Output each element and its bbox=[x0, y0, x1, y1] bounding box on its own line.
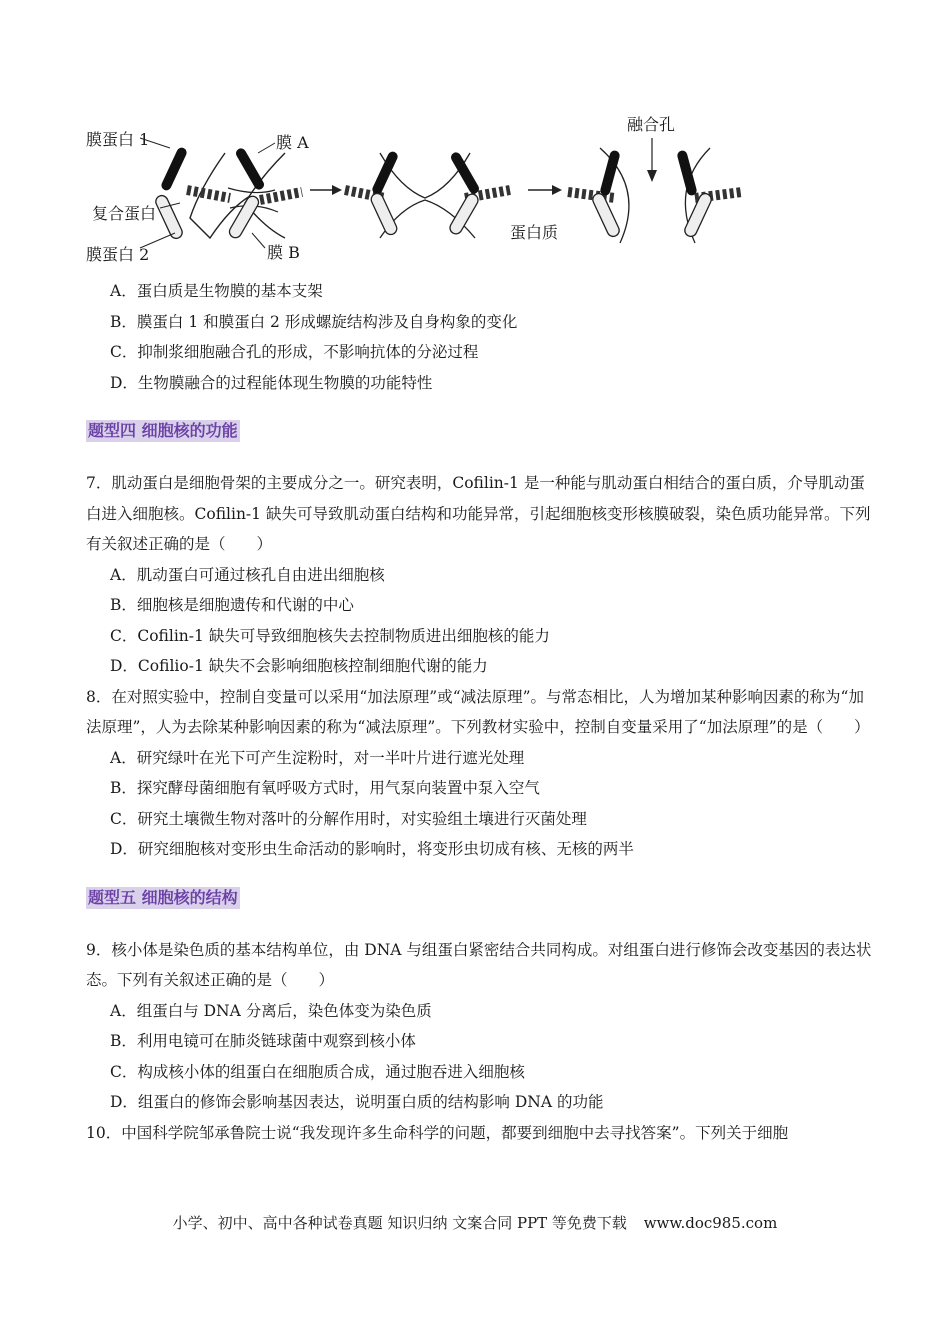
q10-stem: 10．中国科学院邹承鲁院士说“我发现许多生命科学的问题，都要到细胞中去寻找答案”。下列关于细胞 bbox=[86, 1123, 789, 1142]
label-protein: 蛋白质 bbox=[510, 223, 559, 242]
section-heading-5: 题型五 细胞核的结构 bbox=[88, 887, 238, 907]
label-fusion-pore: 融合孔 bbox=[627, 115, 676, 134]
q6-option-d: D．生物膜融合的过程能体现生物膜的功能特性 bbox=[110, 373, 433, 392]
q9-option-b: B．利用电镜可在肺炎链球菌中观察到核小体 bbox=[110, 1032, 416, 1050]
q7-option-c: C．Cofilin-1 缺失可导致细胞核失去控制物质进出细胞核的能力 bbox=[110, 626, 550, 645]
label-membrane-a: 膜 A bbox=[276, 133, 309, 152]
q7-option-b: B．细胞核是细胞遗传和代谢的中心 bbox=[110, 596, 354, 614]
stage-3 bbox=[568, 138, 742, 243]
membrane-fusion-diagram bbox=[80, 108, 760, 273]
q7-option-a: A．肌动蛋白可通过核孔自由进出细胞核 bbox=[110, 565, 385, 584]
label-membrane-b: 膜 B bbox=[267, 243, 300, 262]
page-footer bbox=[0, 1212, 950, 1233]
q9-option-c: C．构成核小体的组蛋白在细胞质合成，通过胞吞进入细胞核 bbox=[110, 1062, 525, 1081]
section-heading-4: 题型四 细胞核的功能 bbox=[88, 421, 238, 440]
q8-stem: 8．在对照实验中，控制自变量可以采用“加法原理”或“减法原理”。与常态相比，人为增加某种影响因素的称为“加法原理”，人为去除某种影响因素的称为“减法原理”。下列教材实验中，控制自变量采用了“加法原理”的是（ ） bbox=[86, 687, 870, 736]
label-protein2: 膜蛋白 2 bbox=[86, 245, 150, 264]
footer-url[interactable]: www.doc985.com bbox=[643, 1214, 778, 1232]
q9-option-a: A．组蛋白与 DNA 分离后，染色体变为染色质 bbox=[110, 1001, 432, 1020]
q9-option-d: D．组蛋白的修饰会影响基因表达，说明蛋白质的结构影响 DNA 的功能 bbox=[110, 1093, 604, 1111]
q8-option-b: B．探究酵母菌细胞有氧呼吸方式时，用气泵向装置中泵入空气 bbox=[110, 779, 540, 797]
q6-option-c: C．抑制浆细胞融合孔的形成，不影响抗体的分泌过程 bbox=[110, 343, 479, 361]
footer-text: 小学、初中、高中各种试卷真题 知识归纳 文案合同 PPT 等免费下载 bbox=[172, 1214, 627, 1232]
q8-option-d: D．研究细胞核对变形虫生命活动的影响时，将变形虫切成有核、无核的两半 bbox=[110, 840, 634, 858]
stage-2 bbox=[345, 150, 510, 238]
q6-option-a: A．蛋白质是生物膜的基本支架 bbox=[110, 282, 323, 300]
section-heading-4-wrap bbox=[86, 398, 876, 464]
label-complex-protein: 复合蛋白 bbox=[92, 204, 157, 223]
q6-option-b: B．膜蛋白 1 和膜蛋白 2 形成螺旋结构涉及自身构象的变化 bbox=[110, 312, 518, 331]
q9-stem: 9．核小体是染色质的基本结构单位，由 DNA 与组蛋白紧密结合共同构成。对组蛋白进行修饰会改变基因的表达状态。下列有关叙述正确的是（ ） bbox=[86, 940, 872, 989]
q8-option-a: A．研究绿叶在光下可产生淀粉时，对一半叶片进行遮光处理 bbox=[110, 748, 525, 767]
arrow-2 bbox=[528, 185, 562, 195]
label-protein1: 膜蛋白 1 bbox=[86, 130, 150, 149]
section-heading-5-wrap bbox=[86, 865, 876, 931]
membrane-fusion-figure bbox=[80, 108, 760, 273]
arrow-1 bbox=[310, 185, 342, 195]
question-content bbox=[86, 276, 876, 1148]
q8-option-c: C．研究土壤微生物对落叶的分解作用时，对实验组土壤进行灭菌处理 bbox=[110, 809, 587, 828]
stage-1 bbox=[140, 138, 302, 248]
q7-option-d: D．Cofilio-1 缺失不会影响细胞核控制细胞代谢的能力 bbox=[110, 657, 488, 675]
q7-stem: 7．肌动蛋白是细胞骨架的主要成分之一。研究表明，Cofilin-1 是一种能与肌动蛋白相结合的蛋白质，介导肌动蛋白进入细胞核。Cofilin-1 缺失可导致肌动蛋白结构和功能异常，引起细胞核变形核膜破裂，染色质功能异常。下列有关叙述正确的是（ ） bbox=[86, 474, 871, 553]
